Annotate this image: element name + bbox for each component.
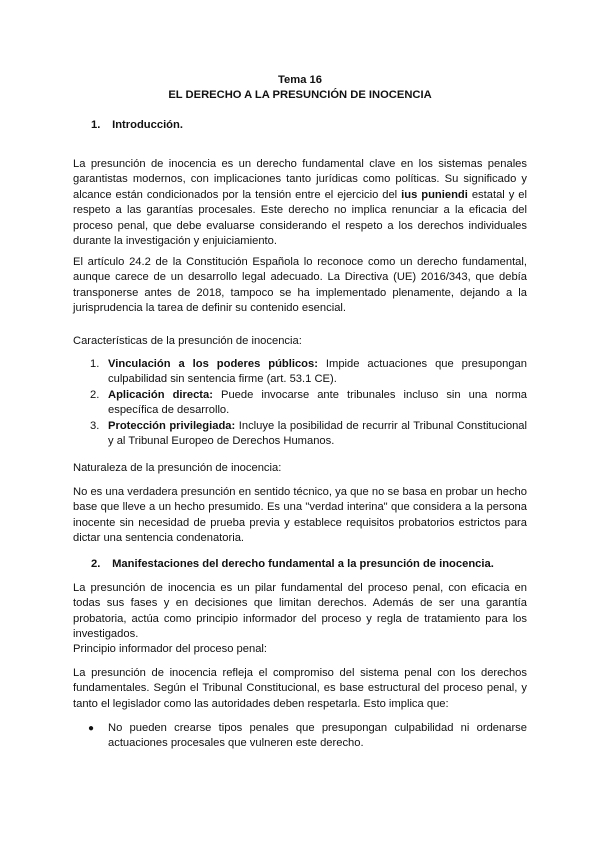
title-block: [0, 73, 600, 103]
characteristics-list: [73, 357, 527, 449]
list-item-bold: Aplicación directa:: [108, 388, 213, 401]
list-item-text: Incluye la posibilidad de recurrir al Tribunal Constitucional y al Tribunal Europeo de Derechos Humanos.: [108, 419, 527, 448]
paragraph-pilar: La presunción de inocencia es un pilar fundamental del proceso penal, con eficacia en todas sus fases y en decisiones que limitan derechos. Además de ser una garantía probatoria, actúa como principio informador del proceso y regla de tratamiento para los investigados.: [73, 582, 527, 641]
section-title: Introducción.: [112, 119, 183, 131]
bullet-icon: ●: [88, 723, 95, 734]
bold-term: ius puniendi: [401, 188, 468, 201]
section-heading-manifestaciones: [91, 557, 531, 572]
section-heading-introduccion: [91, 118, 531, 133]
list-item-text: Puede invocarse ante tribunales incluso sin una norma específica de desarrollo.: [108, 388, 527, 417]
paragraph-articulo: El artículo 24.2 de la Constitución Española lo reconoce como un derecho fundamental, aunque carece de un desarrollo legal adecuado. La Directiva (UE) 2016/343, que debía transponerse antes de 2018, tampoco se ha implementado plenamente, dejando a la jurisprudencia la tarea de definir su contenido esencial.: [73, 256, 527, 315]
paragraph-text: estatal y el respeto a las garantías procesales. Este derecho no implica renunciar a la eficacia del proceso penal, que debe evaluarse considerando el respeto a los derechos individuales durante la investigación y enjuiciamiento.: [73, 188, 527, 248]
list-marker: 3.: [90, 419, 100, 432]
section-number: 1.: [91, 119, 101, 131]
list-item-text: Impide actuaciones que presupongan culpabilidad sin sentencia firme (art. 53.1 CE).: [108, 358, 527, 386]
paragraph-intro: [73, 157, 527, 249]
list-item-bold: Vinculación a los poderes públicos:: [108, 358, 318, 370]
subheading-principio: Principio informador del proceso penal:: [73, 643, 268, 655]
list-item: [73, 357, 527, 388]
paragraph-text: La presunción de inocencia es un derecho fundamental clave en los sistemas penales garantistas modernos, con implicaciones tanto jurídicas como políticas. Su significado y alcance están condicionados por la tensión entre el ejercicio del: [73, 158, 527, 201]
list-item: [73, 419, 527, 450]
document-title: EL DERECHO A LA PRESUNCIÓN DE INOCENCIA: [168, 89, 432, 101]
list-marker: 1.: [90, 358, 100, 370]
section-number: 2.: [91, 558, 101, 570]
list-item-text: No pueden crearse tipos penales que presupongan culpabilidad ni ordenarse actuaciones procesales que vulneren este derecho.: [108, 722, 527, 750]
subheading-caracteristicas: Características de la presunción de inocencia:: [73, 335, 302, 347]
section-title: Manifestaciones del derecho fundamental a la presunción de inocencia.: [112, 558, 494, 570]
list-item: [73, 721, 527, 752]
tema-label: Tema 16: [278, 74, 322, 86]
paragraph-principio: La presunción de inocencia refleja el compromiso del sistema penal con los derechos fundamentales. Según el Tribunal Constitucional, es base estructural del proceso penal, y tanto el legislador como las autoridades deben respetarla. Esto implica que:: [73, 667, 527, 710]
list-item: [73, 388, 527, 419]
paragraph-naturaleza: No es una verdadera presunción en sentido técnico, ya que no se basa en probar un hecho base que lleve a un hecho presumido. Es una "verdad interina" que considera a la persona inocente sin necesidad de prueba previa y establece requisitos probatorios estrictos para dictar una sentencia condenatoria.: [73, 486, 527, 545]
list-marker: 2.: [90, 388, 100, 401]
list-item-bold: Protección privilegiada:: [108, 419, 236, 432]
bullet-list: [73, 721, 527, 752]
subheading-naturaleza: Naturaleza de la presunción de inocencia:: [73, 462, 282, 474]
